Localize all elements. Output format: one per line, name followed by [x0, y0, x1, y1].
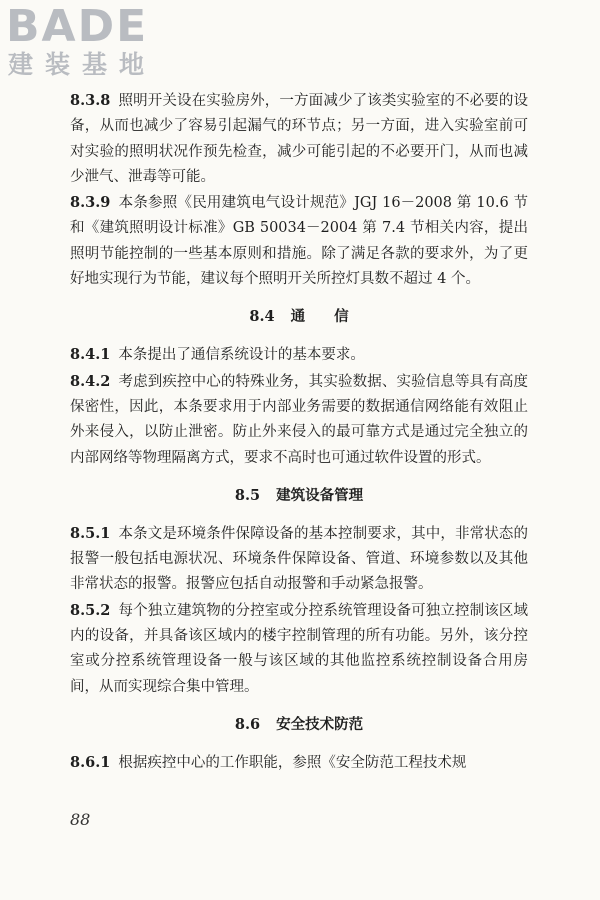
page-number: 88 [70, 810, 91, 829]
section-number: 8.5 [234, 486, 261, 504]
clause-number: 8.3.9 [70, 194, 111, 212]
clause-paragraph [70, 750, 528, 776]
clause-text: 根据疾控中心的工作职能，参照《安全防范工程技术规 [118, 754, 467, 771]
section-number: 8.6 [234, 715, 261, 733]
clause-number: 8.4.1 [70, 346, 111, 364]
clause-text: 每个独立建筑物的分控室或分控系统管理设备可独立控制该区域内的设备，并具备该区域内的楼宇控制管理的所有功能。另外，该分控室或分控系统管理设备一般与该区域的其他监控系统控制设备合用房间，从而实现综合集中管理。 [70, 602, 528, 695]
bade-watermark-logo [6, 1, 176, 80]
clause-text: 照明开关设在实验房外，一方面减少了该类实验室的不必要的设备，从而也减少了容易引起漏气的环节点；另一方面，进入实验室前可对实验的照明状况作预先检查，减少可能引起的不必要开门，从而也减少泄气、泄毒等可能。 [70, 93, 528, 185]
clause-paragraph [70, 190, 528, 292]
watermark-latin-text: BADE [6, 1, 149, 52]
section-heading [70, 306, 528, 328]
clause-number: 8.3.8 [70, 92, 111, 109]
clause-paragraph [70, 521, 528, 598]
clause-number: 8.6.1 [70, 753, 111, 771]
clause-paragraph [70, 369, 528, 471]
clause-paragraph [70, 598, 528, 700]
clause-paragraph [70, 88, 528, 190]
watermark-cjk-text: 建装基地 [8, 50, 157, 79]
section-heading [70, 485, 528, 507]
clause-text: 本条文是环境条件保障设备的基本控制要求，其中，非常状态的报警一般包括电源状况、环境条件保障设备、管道、环境参数以及其他非常状态的报警。报警应包括自动报警和手动紧急报警。 [70, 525, 528, 593]
section-title: 通 信 [290, 308, 349, 326]
document-body [70, 88, 528, 776]
clause-text: 考虑到疾控中心的特殊业务，其实验数据、实验信息等具有高度保密性，因此，本条要求用于内部业务需要的数据通信网络能有效阻止外来侵入，以防止泄密。防止外来侵入的最可靠方式是通过完全独立的内部网络等物理隔离方式，要求不高时也可通过软件设置的形式。 [70, 373, 528, 466]
section-title: 安全技术防范 [276, 715, 364, 733]
section-title: 建筑设备管理 [276, 486, 364, 504]
clause-number: 8.5.1 [70, 524, 111, 542]
clause-text: 本条参照《民用建筑电气设计规范》JGJ 16－2008 第 10.6 节和《建筑照明设计标准》GB 50034－2004 第 7.4 节相关内容，提出照明节能控制的一些基本原则和措施。除了满足各款的要求外，为了更好地实现行为节能，建议每个照明开关所控灯具数不超过 4 个。 [70, 195, 528, 288]
clause-number: 8.5.2 [70, 601, 111, 619]
section-number: 8.4 [249, 308, 275, 326]
clause-text: 本条提出了通信系统设计的基本要求。 [118, 347, 365, 364]
clause-number: 8.4.2 [70, 372, 111, 390]
section-heading [70, 714, 528, 736]
clause-paragraph [70, 342, 528, 368]
